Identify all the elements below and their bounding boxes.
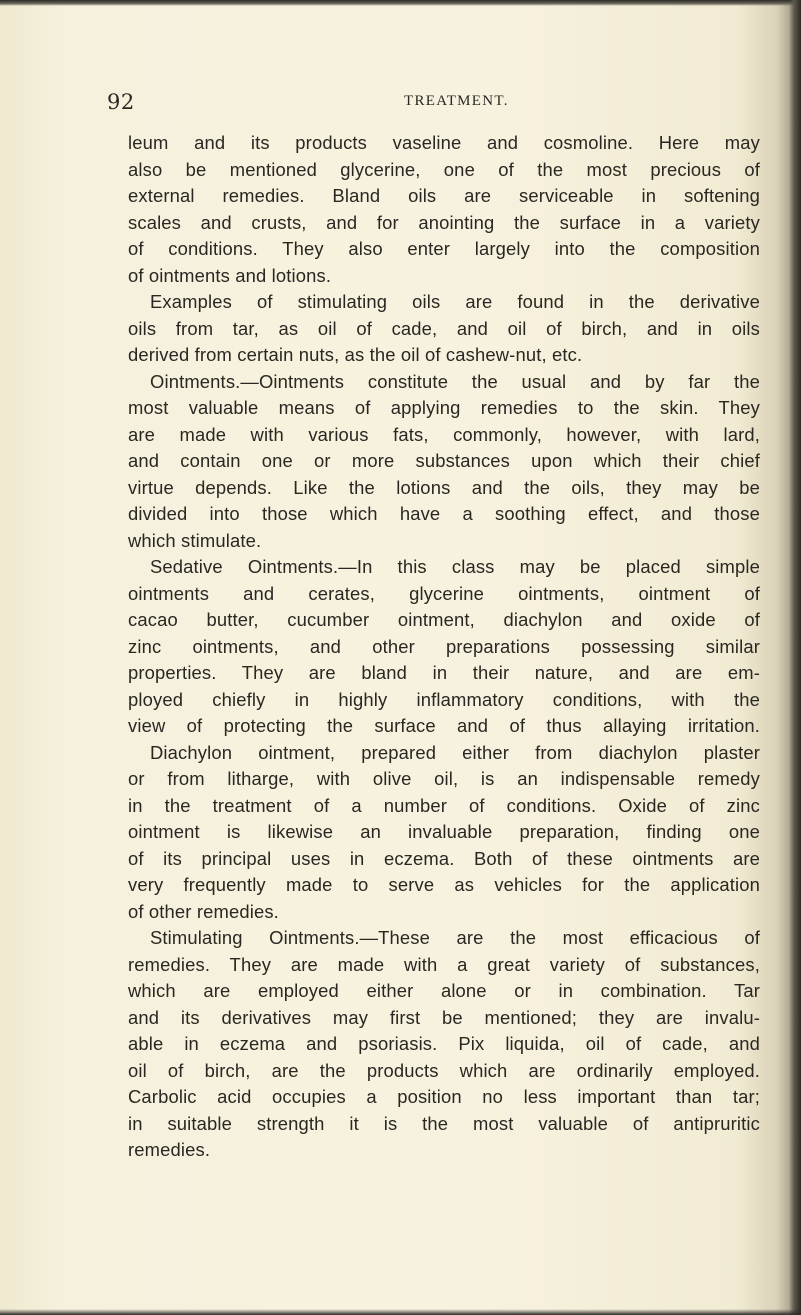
page-bottom-edge-shadow — [0, 1309, 801, 1315]
text-line: Stimulating Ointments.—These are the most efficacious of — [150, 927, 760, 948]
text-line: divided into those which have a soothing effect, and those — [128, 503, 760, 524]
text-line: Carbolic acid occupies a position no less important than tar; — [128, 1086, 760, 1107]
text-line: external remedies. Bland oils are serviceable in softening — [128, 185, 760, 206]
text-line: remedies. They are made with a great variety of substances, — [128, 953, 760, 975]
text-line: oils from tar, as oil of cade, and oil of birch, and in oils — [128, 317, 760, 339]
text-line: Ointments.—Ointments constitute the usual and by far the — [150, 370, 760, 392]
text-line: of other remedies. — [128, 900, 279, 922]
text-line: in the treatment of a number of conditions. Oxide of zinc — [128, 794, 760, 816]
text-line: properties. They are bland in their nature, and are em- — [128, 662, 760, 683]
text-line: ointments and cerates, glycerine ointments, ointment of — [128, 582, 760, 604]
text-line: and its derivatives may first be mentioned; they are invalu- — [128, 1006, 760, 1028]
running-head — [107, 90, 747, 120]
text-line: able in eczema and psoriasis. Pix liquida, oil of cade, and — [128, 1033, 760, 1054]
text-line: cacao butter, cucumber ointment, diachylon and oxide of — [128, 609, 760, 630]
text-line: very frequently made to serve as vehicles for the application — [128, 874, 760, 895]
text-line: zinc ointments, and other preparations possessing similar — [128, 635, 760, 657]
body-text — [128, 130, 760, 1164]
text-line: Diachylon ointment, prepared either from diachylon plaster — [150, 741, 760, 763]
text-line: also be mentioned glycerine, one of the most precious of — [128, 158, 760, 180]
text-line: most valuable means of applying remedies to the skin. They — [128, 397, 760, 418]
text-line: virtue depends. Like the lotions and the oils, they may be — [128, 476, 760, 498]
page-top-edge-shadow — [0, 0, 801, 6]
text-line: which stimulate. — [128, 529, 262, 551]
text-line: oil of birch, are the products which are ordinarily employed. — [128, 1059, 760, 1081]
text-line: derived from certain nuts, as the oil of cashew-nut, etc. — [128, 344, 583, 365]
text-line: are made with various fats, commonly, however, with lard, — [128, 423, 760, 445]
text-line: or from litharge, with olive oil, is an indispensable remedy — [128, 768, 760, 789]
text-line: and contain one or more substances upon which their chief — [128, 450, 760, 471]
running-head-title: TREATMENT. — [404, 93, 509, 109]
text-line: of its principal uses in eczema. Both of these ointments are — [128, 847, 760, 869]
page-binding-shadow — [789, 0, 801, 1315]
text-line: scales and crusts, and for anointing the surface in a variety — [128, 211, 760, 233]
text-line: in suitable strength it is the most valuable of antipruritic — [128, 1112, 760, 1134]
text-line: of ointments and lotions. — [128, 264, 332, 286]
text-line: Examples of stimulating oils are found in the derivative — [150, 291, 760, 312]
text-line: view of protecting the surface and of thus allaying irritation. — [128, 715, 760, 736]
page-number: 92 — [107, 90, 135, 114]
text-line: remedies. — [128, 1139, 211, 1160]
text-line: which are employed either alone or in combination. Tar — [128, 980, 760, 1001]
text-line: of conditions. They also enter largely into the composition — [128, 238, 760, 259]
text-line: ointment is likewise an invaluable preparation, finding one — [128, 821, 760, 842]
text-line: ployed chiefly in highly inflammatory conditions, with the — [128, 688, 760, 710]
text-line: Sedative Ointments.—In this class may be placed simple — [150, 556, 760, 577]
text-line: leum and its products vaseline and cosmoline. Here may — [128, 132, 760, 153]
